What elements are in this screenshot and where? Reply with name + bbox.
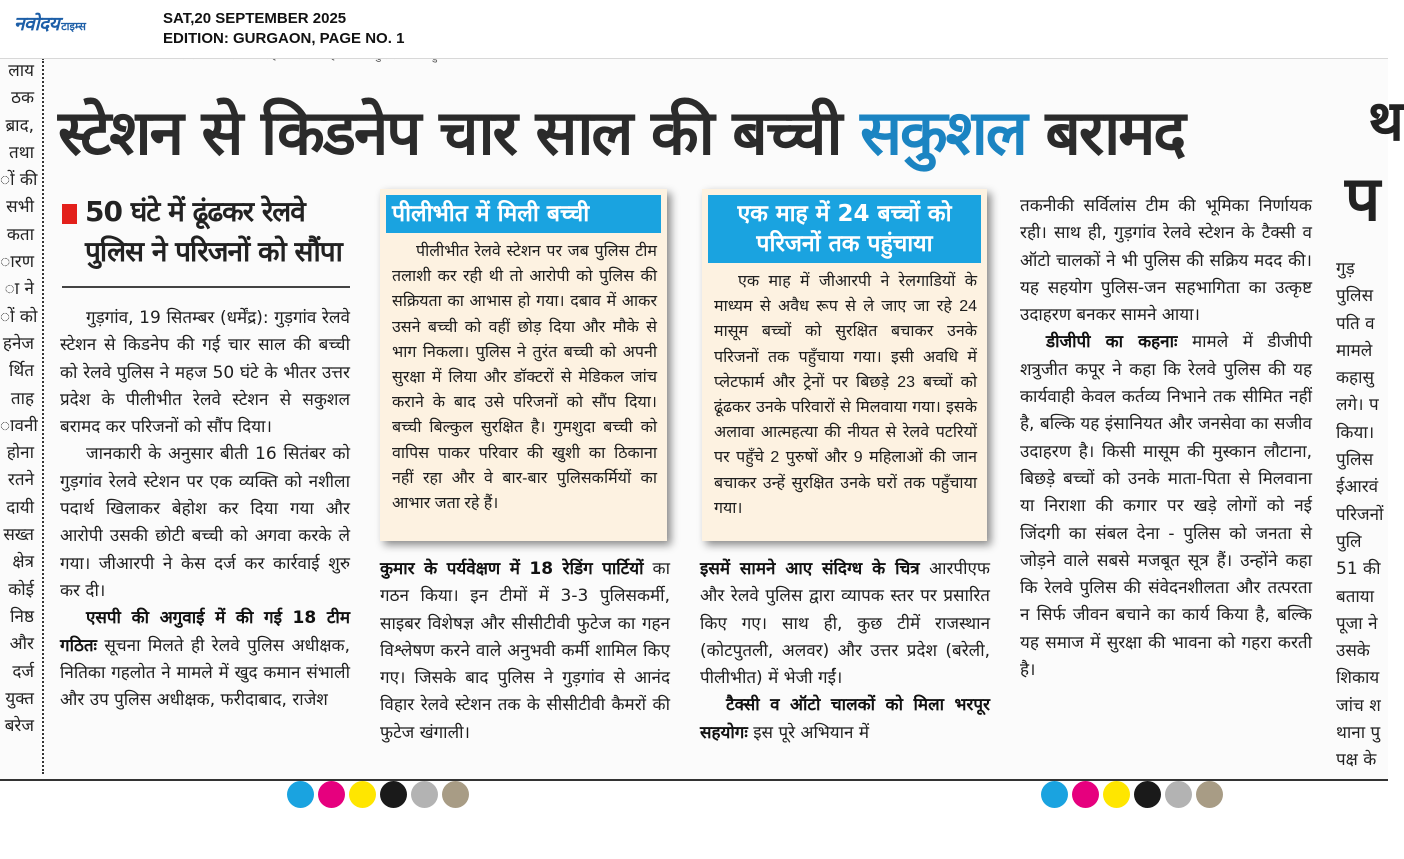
article-headline	[58, 92, 1318, 174]
col1-paragraph-3-text: सूचना मिलते ही रेलवे पुलिस अधीक्षक, नितिका गहलोत ने मामले में खुद कमान संभाली और उप पुलिस अधीक्षक, फरीदाबाद, राजेश	[60, 635, 350, 711]
registration-dot	[1072, 781, 1099, 808]
right-headline-fragment-1: थ	[1368, 89, 1404, 154]
left-fragment-7: ारण	[0, 252, 34, 273]
left-fragment-24: बरेज	[4, 716, 34, 737]
registration-dot	[287, 781, 314, 808]
headline-highlight: सकुशल	[860, 96, 1026, 169]
right-fragment-17: थाना पु	[1336, 723, 1381, 744]
col4-paragraph-1: तकनीकी सर्विलांस टीम की भूमिका निर्णायक रही। साथ ही, गुड़गांव रेलवे स्टेशन के टैक्सी व ऑटो चालकों ने भी पुलिस की सक्रिय मदद की। यह सहयोग पुलिस-जन सहभागिता का उत्कृष्ट उदाहरण बनकर सामने आया।	[1020, 196, 1312, 326]
left-fragment-17: सख्त	[3, 525, 34, 546]
left-fragment-8: ा ने	[4, 279, 34, 300]
issue-date: SAT,20 SEPTEMBER 2025	[163, 10, 347, 27]
registration-dot	[318, 781, 345, 808]
box1-text: पीलीभीत रेलवे स्टेशन पर जब पुलिस टीम तलाशी कर रही थी तो आरोपी को पुलिस की सक्रियता का आभास हो गया। दबाव में आकर उसने बच्ची को वहीं छोड़ दिया और मौके से भाग निकला। पुलिस ने तुरंत बच्ची को अपनी सुरक्षा में लिया और डॉक्टरों से मेडिकल जांच कराने के बाद उसे परिजनों को सौंप दिया। बच्ची बिल्कुल सुरक्षित है। गुमशुदा बच्ची को वापिस पाकर परिवार की खुशी का ठिकाना नहीं रहा और वे बार-बार पुलिसकर्मियों का आभार जता रहे हैं।	[392, 243, 657, 513]
registration-dot	[1041, 781, 1068, 808]
headline-part-2: बरामद	[1025, 96, 1185, 169]
newspaper-page	[0, 58, 1404, 781]
subheadline-rule	[62, 286, 350, 288]
right-fragment-14: उसके	[1336, 641, 1370, 662]
registration-dot	[380, 781, 407, 808]
right-fragment-16: जांच श	[1336, 695, 1381, 716]
left-fragment-23: युक्त	[5, 688, 34, 709]
box1-title: पीलीभीत में मिली बच्ची	[386, 195, 661, 233]
left-fragment-14: होना	[6, 443, 34, 464]
box2-title: एक माह में 24 बच्चों को परिजनों तक पहुंचाया	[708, 195, 981, 263]
col3-paragraph-2-text: इस पूरे अभियान में	[747, 722, 870, 743]
red-bullet-icon	[62, 204, 77, 224]
left-fragment-6: कता	[6, 224, 34, 245]
left-fragment-1: ठक	[11, 88, 34, 109]
box2-body	[702, 263, 987, 525]
logo-sub-text: टाइम्स	[61, 20, 86, 33]
edition-info	[163, 9, 404, 49]
registration-marks-left	[287, 781, 469, 813]
right-fragment-8: ईआरवं	[1336, 477, 1379, 498]
left-fragment-0: लाय	[8, 61, 34, 81]
registration-dot	[1196, 781, 1223, 808]
left-fragment-18: क्षेत्र	[12, 552, 34, 573]
col4-paragraph-2	[1020, 329, 1312, 684]
col2-paragraph-1-text: का गठन किया। इन टीमों में 3-3 पुलिसकर्मी, साइबर विशेषज्ञ और सीसीटीवी फुटेज का गहन विश्लेषण करने वाले अनुभवी कर्मी शामिल किए गए। जिसके बाद पुलिस ने गुड़गांव से आनंद विहार रेलवे स्टेशन तक के सीसीटीवी कैमरों की फुटेज खंगाली।	[380, 559, 670, 743]
right-fragment-9: परिजनों	[1336, 504, 1384, 525]
right-fragment-1: पुलिस	[1336, 286, 1374, 307]
col4-paragraph-2-text: मामले में डीजीपी शत्रुजीत कपूर ने कहा कि रेलवे पुलिस की यह कार्यवाही केवल कर्तव्य निभाने तक सीमित नहीं है, बल्कि यह इंसानियत और जनसेवा का सजीव उदाहरण है। किसी मासूम की मुस्कान लौटाना, बिछड़े बच्चों को उनके माता-पिता से मिलवाना या निराशा की कगार पर खड़े लोगों को नई जिंदगी का संबल देना - पुलिस को जनता से जोड़ने वाले सबसे मजबूत सूत्र हैं। उन्होंने कहा कि रेलवे पुलिस की संवेदनशीलता और तत्परता न सिर्फ जीवन बचाने का कार्य किया है, बल्कि यह समाज में सुरक्षा की भावना को गहरा करती है।	[1020, 332, 1312, 681]
sidebar-box-24-children	[702, 189, 987, 541]
col2-bold-lead: कुमार के पर्यवेक्षण में 18 रेडिंग पार्टियों	[380, 559, 644, 579]
box2-text: एक माह में जीआरपी ने रेलगाडियों के माध्यम से अवैध रूप से ले जाए जा रहे 24 मासूम बच्चों को सुरक्षित बचाकर उनके परिजनों तक पहुँचाया गया। इसी अवधि में प्लेटफार्म और ट्रेनों पर बिछड़े 23 बच्चों को ढूंढकर उनके परिवारों से मिलवाया गया। इसके अलावा आत्महत्या की नीयत से रेलवे पटरियों पर पहुँचे 2 पुरुषों और 9 महिलाओं की जान बचाकर उन्हें सुरक्षित उनके घरों तक पहुँचाया गया।	[714, 273, 977, 517]
left-fragment-15: रतने	[7, 470, 34, 491]
right-fragment-15: शिकाय	[1336, 668, 1380, 689]
registration-dot	[411, 781, 438, 808]
col3-paragraph-2	[700, 692, 990, 747]
article-column-3	[700, 556, 990, 747]
registration-dot	[1134, 781, 1161, 808]
right-fragment-2: पति व	[1336, 313, 1375, 334]
article-column-4	[1020, 193, 1312, 684]
subheadline	[62, 192, 352, 272]
right-fragment-10: पुलि	[1336, 531, 1362, 552]
col3-paragraph-1	[700, 556, 990, 692]
right-adjacent-column	[1333, 58, 1404, 774]
left-fragment-21: और	[9, 634, 34, 655]
right-text-fragments	[1336, 256, 1383, 775]
right-fragment-18: पक्ष के	[1336, 750, 1377, 771]
right-fragment-7: पुलिस	[1336, 450, 1374, 471]
left-fragment-19: कोई	[8, 579, 34, 600]
right-fragment-13: पूजा ने	[1336, 613, 1378, 634]
right-fragment-11: 51 की	[1336, 559, 1381, 580]
right-fragment-6: किया।	[1336, 422, 1375, 443]
left-fragment-20: निष्ठ	[10, 606, 34, 627]
col1-paragraph-1: गुड़गांव, 19 सितम्बर (धर्मेंद्र): गुड़गांव रेलवे स्टेशन से किडनेप की गई चार साल की बच्ची को रेलवे पुलिस ने महज 50 घंटे के भीतर उत्तर प्रदेश के पीलीभीत रेलवे स्टेशन से सकुशल बरामद कर परिजनों को सौंप दिया।	[60, 308, 350, 438]
right-fragment-0: गुड़	[1336, 259, 1355, 279]
left-fragment-9: ों को	[0, 306, 38, 327]
col1-paragraph-2: जानकारी के अनुसार बीती 16 सितंबर को गुड़गांव रेलवे स्टेशन पर एक व्यक्ति को नशीला पदार्थ खिलाकर बेहोश कर दिया गया और आरोपी उसकी छोटी बच्ची को अगवा करके ले गया। जीआरपी ने केस दर्ज कर कार्रवाई शुरु कर दी।	[60, 444, 350, 601]
sidebar-box-pilibhit	[380, 189, 667, 541]
subheadline-text: 50 घंटे में ढूंढकर रेलवे पुलिस ने परिजनों को सौंपा	[85, 195, 342, 268]
col1-bold-lead: एसपी की अगुवाई में की गई 18 टीम गठितः	[60, 608, 350, 656]
logo-main-text: नवोदय	[14, 13, 60, 35]
newspaper-logo[interactable]	[14, 10, 86, 36]
col3-bold-lead-2: टैक्सी व ऑटो चालकों को मिला भरपूर सहयोगः	[700, 695, 990, 743]
article-column-1	[60, 305, 350, 714]
dotted-separator	[42, 58, 44, 774]
left-fragment-5: सभी	[6, 197, 34, 218]
left-fragment-11: र्थित	[9, 361, 34, 382]
col4-bold-lead: डीजीपी का कहनाः	[1046, 332, 1178, 353]
col3-bold-lead: इसमें सामने आए संदिग्ध के चित्र	[700, 559, 920, 579]
registration-dot	[1103, 781, 1130, 808]
right-fragment-4: कहासु	[1336, 368, 1374, 389]
col2-paragraph-1	[380, 556, 670, 747]
article-column-2	[380, 556, 670, 747]
left-fragment-4: ों की	[0, 170, 38, 191]
left-fragment-3: तथा	[9, 142, 34, 163]
edition-page: EDITION: GURGAON, PAGE NO. 1	[163, 30, 405, 47]
registration-dot	[442, 781, 469, 808]
right-fragment-3: मामले	[1336, 340, 1373, 361]
viewer-header	[0, 0, 1388, 59]
col3-paragraph-1-text: आरपीएफ और रेलवे पुलिस द्वारा व्यापक स्तर पर प्रसारित किए गए। साथ ही, कुछ टीमें राजस्थान (कोटपुतली, अलवर) और उत्तर प्रदेश (बरेली, पीलीभीत) में भेजी गईं।	[700, 559, 990, 689]
left-fragment-16: दायी	[6, 497, 34, 518]
right-headline-fragment-2: प	[1345, 162, 1381, 235]
registration-marks-right	[1041, 781, 1223, 813]
left-adjacent-column	[0, 58, 40, 774]
left-fragment-10: हनेज	[2, 333, 34, 354]
left-fragment-12: ताह	[10, 388, 34, 409]
left-fragment-2: ब्राद,	[5, 115, 34, 136]
registration-dot	[349, 781, 376, 808]
col1-paragraph-3	[60, 605, 350, 714]
left-fragment-13: ावनी	[0, 415, 38, 436]
right-fragment-12: बताया	[1336, 586, 1375, 607]
left-fragment-22: दर्ज	[12, 661, 34, 682]
registration-dot	[1165, 781, 1192, 808]
box1-body	[380, 233, 667, 520]
right-fragment-5: लगे। प	[1336, 395, 1379, 416]
headline-part-1: स्टेशन से किडनेप चार साल की बच्ची	[58, 96, 861, 169]
